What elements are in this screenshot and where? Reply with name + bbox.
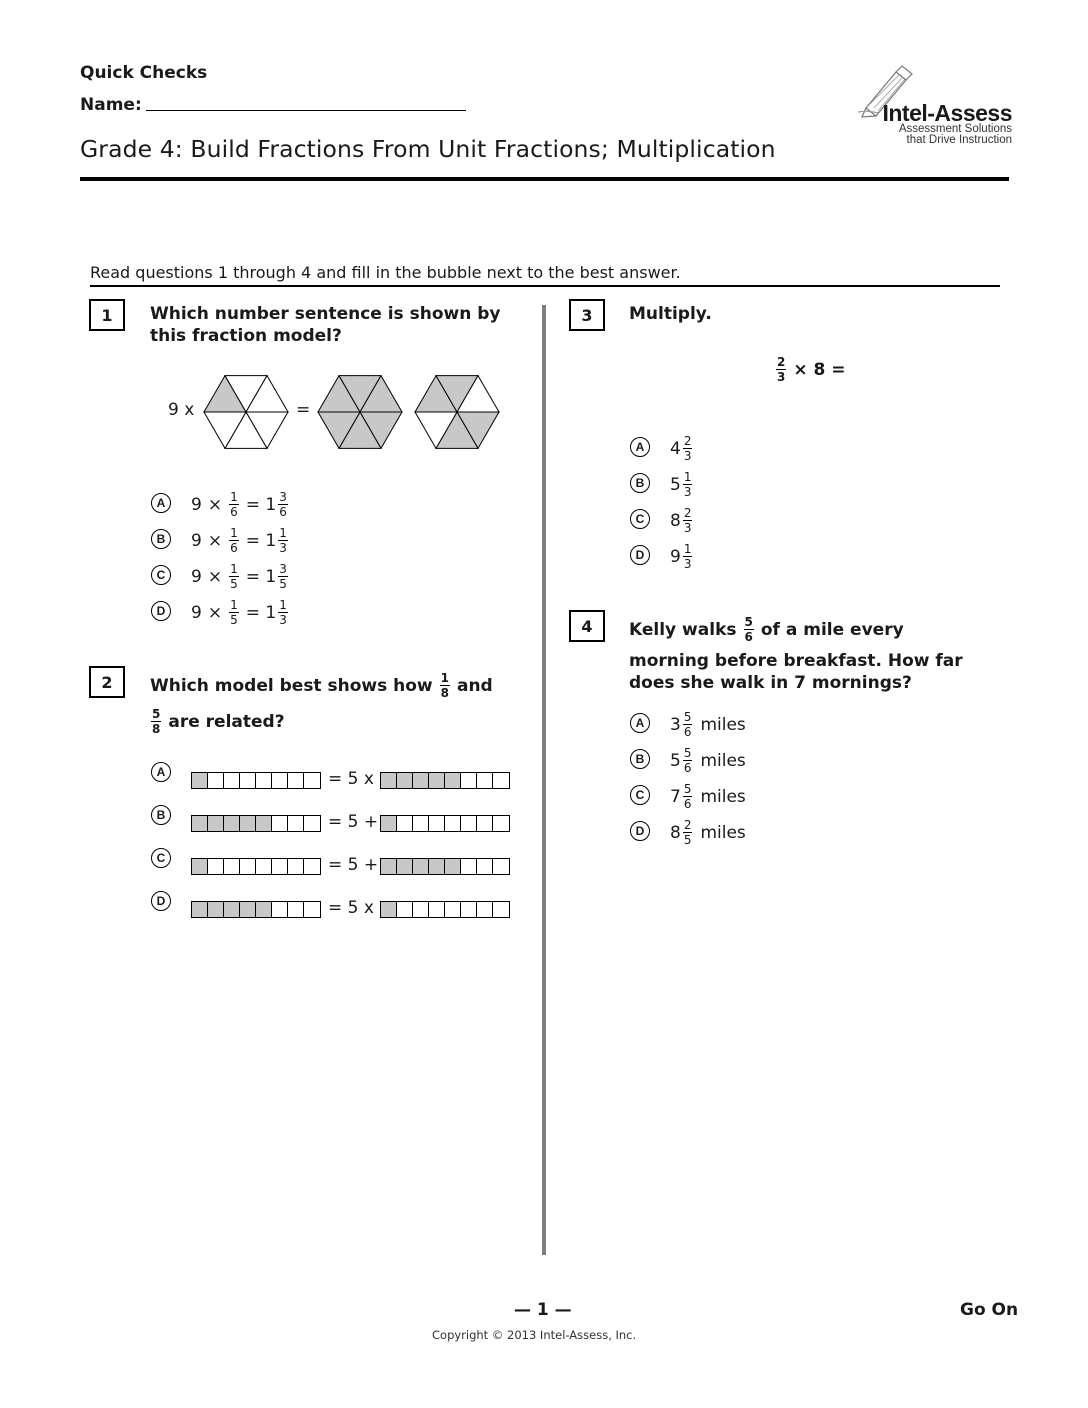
bar-cell <box>208 902 224 917</box>
fraction-denominator: 8 <box>152 722 161 736</box>
answer-bubble-d[interactable]: D <box>151 891 171 911</box>
bar-cell <box>461 773 477 788</box>
choice-c-expression <box>191 563 289 590</box>
choice-a-mixed-number <box>670 711 746 738</box>
question-4-text-pre: Kelly walks <box>629 619 737 640</box>
answer-bubble-b[interactable]: B <box>630 473 650 493</box>
answer-bubble-b[interactable]: B <box>630 749 650 769</box>
fraction-bar-left <box>191 772 321 789</box>
bar-cell <box>397 902 413 917</box>
answer-bubble-d[interactable]: D <box>151 601 171 621</box>
fraction-numerator: 2 <box>683 434 692 448</box>
question-number-1: 1 <box>89 299 125 331</box>
bar-cell <box>224 816 240 831</box>
whole-number: 7 <box>670 786 681 807</box>
bar-cell <box>208 816 224 831</box>
fraction-denominator: 3 <box>683 485 692 499</box>
fraction-numerator: 5 <box>152 707 161 721</box>
fraction-denominator: 8 <box>440 686 449 700</box>
fraction-denominator: 6 <box>683 761 692 775</box>
bar-cell <box>240 773 256 788</box>
bar-cell <box>429 816 445 831</box>
fraction <box>278 491 288 518</box>
equals-mixed-whole: = 1 <box>245 566 277 587</box>
question-1-text-line-2: this fraction model? <box>150 326 342 346</box>
fraction-denominator: 3 <box>683 521 692 535</box>
bar-cell <box>429 902 445 917</box>
series-label: Quick Checks <box>80 63 208 83</box>
answer-bubble-a[interactable]: A <box>630 437 650 457</box>
question-number-3: 3 <box>569 299 605 331</box>
choice-b-mixed-number <box>670 471 693 498</box>
choice-c-mixed-number <box>670 507 693 534</box>
fraction-denominator: 5 <box>683 833 692 847</box>
bar-cell <box>429 859 445 874</box>
fraction <box>683 471 693 498</box>
instructions-rule <box>90 285 1000 287</box>
bar-cell <box>493 816 509 831</box>
question-1-text-line-1: Which number sentence is shown by <box>150 304 501 324</box>
bar-cell <box>445 859 461 874</box>
question-2-text-post: are related? <box>168 711 285 732</box>
fraction <box>278 527 288 554</box>
fraction-numerator: 2 <box>683 818 692 832</box>
fraction <box>683 435 693 462</box>
fraction-denominator: 5 <box>279 577 287 591</box>
logo-tagline-1: Assessment Solutions <box>898 123 1012 135</box>
fraction <box>683 543 693 570</box>
choice-a-mixed-number <box>670 435 693 462</box>
name-label: Name: <box>80 95 142 115</box>
question-4-text-post: of a mile every <box>760 619 904 640</box>
fraction-denominator: 3 <box>683 449 692 463</box>
fraction-denominator: 6 <box>744 630 753 644</box>
bar-cell <box>477 816 493 831</box>
logo-tagline-2: that Drive Instruction <box>906 134 1012 146</box>
bar-cell <box>256 902 272 917</box>
question-3-fraction <box>776 356 786 383</box>
bar-cell <box>413 773 429 788</box>
answer-bubble-a[interactable]: A <box>630 713 650 733</box>
choice-d-mixed-number <box>670 543 693 570</box>
fraction-bar-right <box>380 858 510 875</box>
bar-cell <box>256 816 272 831</box>
fraction-numerator: 3 <box>279 490 287 504</box>
bar-operator: = 5 x <box>328 898 374 918</box>
fraction-numerator: 1 <box>683 470 692 484</box>
fraction-numerator: 1 <box>230 526 238 540</box>
bar-operator: = 5 x <box>328 769 374 789</box>
equals-mixed-whole: = 1 <box>245 530 277 551</box>
whole-number: 9 <box>191 530 202 551</box>
fraction-bar-left <box>191 858 321 875</box>
unit-label: miles <box>700 750 746 771</box>
question-4-text-line-1 <box>629 616 904 643</box>
bar-cell <box>272 902 288 917</box>
bar-cell <box>445 773 461 788</box>
choice-b-expression <box>191 527 289 554</box>
fraction-numerator: 2 <box>683 506 692 520</box>
fraction <box>229 599 239 626</box>
question-2-fraction-1 <box>440 672 450 699</box>
bar-cell <box>493 902 509 917</box>
bar-cell <box>272 859 288 874</box>
bar-cell <box>381 773 397 788</box>
fraction-denominator: 3 <box>279 613 287 627</box>
whole-number: 9 <box>191 494 202 515</box>
bar-cell <box>477 773 493 788</box>
fraction-numerator: 2 <box>777 355 786 369</box>
whole-number: 9 <box>670 546 681 567</box>
bar-cell <box>493 773 509 788</box>
bar-cell <box>304 816 320 831</box>
bar-cell <box>192 859 208 874</box>
fraction <box>683 507 693 534</box>
fraction-numerator: 1 <box>683 542 692 556</box>
question-4-fraction <box>744 616 754 643</box>
unit-label: miles <box>700 786 746 807</box>
fraction-numerator: 1 <box>279 598 287 612</box>
fraction <box>229 563 239 590</box>
bar-cell <box>256 773 272 788</box>
bar-cell <box>445 902 461 917</box>
column-divider <box>542 305 546 1255</box>
logo-brand: Intel-Assess <box>882 100 1012 126</box>
fraction-numerator: 1 <box>279 526 287 540</box>
unit-label: miles <box>700 822 746 843</box>
choice-a-expression <box>191 491 289 518</box>
bar-cell <box>288 773 304 788</box>
bar-cell <box>288 902 304 917</box>
bar-cell <box>240 902 256 917</box>
fraction-denominator: 6 <box>279 505 287 519</box>
question-4-text-line-2: morning before breakfast. How far <box>629 651 963 671</box>
fraction-denominator: 6 <box>230 505 238 519</box>
choice-d-mixed-number <box>670 819 746 846</box>
bar-cell <box>192 816 208 831</box>
whole-number: 8 <box>670 822 681 843</box>
whole-number: 9 <box>191 566 202 587</box>
whole-number: 5 <box>670 474 681 495</box>
bar-cell <box>208 859 224 874</box>
fraction <box>683 783 693 810</box>
bar-cell <box>224 773 240 788</box>
answer-bubble-a[interactable]: A <box>151 493 171 513</box>
bar-cell <box>256 859 272 874</box>
page-title: Grade 4: Build Fractions From Unit Fractions; Multiplication <box>80 135 776 163</box>
question-2-text-line-2 <box>150 708 285 735</box>
bar-cell <box>381 859 397 874</box>
fraction-numerator: 1 <box>440 671 449 685</box>
bar-cell <box>240 816 256 831</box>
question-2-text-and: and <box>456 675 493 696</box>
fraction <box>278 563 288 590</box>
bar-cell <box>304 773 320 788</box>
fraction <box>278 599 288 626</box>
bar-cell <box>493 859 509 874</box>
bar-cell <box>224 859 240 874</box>
hexagon-partial <box>415 376 499 449</box>
bar-cell <box>288 816 304 831</box>
question-number-4: 4 <box>569 610 605 642</box>
fraction-numerator: 5 <box>744 615 753 629</box>
bar-cell <box>429 773 445 788</box>
answer-bubble-c[interactable]: C <box>151 848 171 868</box>
logo <box>852 64 1012 154</box>
name-line[interactable] <box>146 110 466 111</box>
choice-b-mixed-number <box>670 747 746 774</box>
fraction-bar-right <box>380 772 510 789</box>
whole-number: 9 <box>191 602 202 623</box>
fraction-denominator: 5 <box>230 613 238 627</box>
bar-cell <box>272 816 288 831</box>
fraction <box>229 527 239 554</box>
bar-cell <box>240 859 256 874</box>
fraction-bar-left <box>191 815 321 832</box>
go-on-label: Go On <box>960 1300 1019 1320</box>
bar-cell <box>477 902 493 917</box>
hexagon-one-sixth <box>204 376 288 449</box>
bar-cell <box>413 902 429 917</box>
bar-cell <box>304 902 320 917</box>
bar-cell <box>397 816 413 831</box>
bar-cell <box>397 859 413 874</box>
copyright: Copyright © 2013 Intel-Assess, Inc. <box>432 1328 637 1342</box>
bar-cell <box>445 816 461 831</box>
bar-cell <box>288 859 304 874</box>
bar-cell <box>413 816 429 831</box>
fraction-numerator: 3 <box>279 562 287 576</box>
fraction-numerator: 1 <box>230 490 238 504</box>
bar-cell <box>304 859 320 874</box>
fraction <box>229 491 239 518</box>
fraction-denominator: 3 <box>683 557 692 571</box>
answer-bubble-a[interactable]: A <box>151 762 171 782</box>
fraction-numerator: 1 <box>230 598 238 612</box>
bar-cell <box>461 816 477 831</box>
bar-cell <box>208 773 224 788</box>
question-3-text: Multiply. <box>629 304 712 324</box>
answer-bubble-d[interactable]: D <box>630 545 650 565</box>
fraction-denominator: 6 <box>683 725 692 739</box>
equals-mixed-whole: = 1 <box>245 494 277 515</box>
fraction-numerator: 1 <box>230 562 238 576</box>
fraction-denominator: 6 <box>683 797 692 811</box>
fraction <box>683 711 693 738</box>
fraction-numerator: 5 <box>683 746 692 760</box>
bar-cell <box>381 816 397 831</box>
whole-number: 4 <box>670 438 681 459</box>
instructions: Read questions 1 through 4 and fill in the bubble next to the best answer. <box>90 263 681 282</box>
question-number-2: 2 <box>89 666 125 698</box>
choice-c-mixed-number <box>670 783 746 810</box>
equals-mixed-whole: = 1 <box>245 602 277 623</box>
bar-cell <box>397 773 413 788</box>
times-sign: × <box>207 530 223 551</box>
question-4-text-line-3: does she walk in 7 mornings? <box>629 673 912 693</box>
whole-number: 3 <box>670 714 681 735</box>
bar-operator: = 5 + <box>328 812 379 832</box>
bar-cell <box>461 902 477 917</box>
bar-cell <box>477 859 493 874</box>
answer-bubble-b[interactable]: B <box>151 529 171 549</box>
fraction-bar-right <box>380 901 510 918</box>
answer-bubble-c[interactable]: C <box>630 509 650 529</box>
page-number: — 1 — <box>514 1300 572 1320</box>
header-rule <box>80 177 1009 181</box>
fraction <box>683 819 693 846</box>
bar-operator: = 5 + <box>328 855 379 875</box>
fraction-denominator: 3 <box>777 370 786 384</box>
question-2-fraction-2 <box>151 708 161 735</box>
hexagon-full <box>318 376 402 449</box>
question-3-expression-rest: × 8 = <box>793 359 846 380</box>
whole-number: 5 <box>670 750 681 771</box>
fraction-denominator: 5 <box>230 577 238 591</box>
model-equals: = <box>296 400 311 420</box>
fraction-bar-right <box>380 815 510 832</box>
choice-d-expression <box>191 599 289 626</box>
bar-cell <box>192 902 208 917</box>
bar-cell <box>413 859 429 874</box>
question-2-text-line-1 <box>150 672 493 699</box>
unit-label: miles <box>700 714 746 735</box>
whole-number: 8 <box>670 510 681 531</box>
answer-bubble-c[interactable]: C <box>630 785 650 805</box>
bar-cell <box>272 773 288 788</box>
bar-cell <box>224 902 240 917</box>
fraction-numerator: 5 <box>683 710 692 724</box>
answer-bubble-c[interactable]: C <box>151 565 171 585</box>
question-2-text-pre: Which model best shows how <box>150 675 433 696</box>
fraction-denominator: 3 <box>279 541 287 555</box>
fraction-denominator: 6 <box>230 541 238 555</box>
answer-bubble-b[interactable]: B <box>151 805 171 825</box>
bar-cell <box>192 773 208 788</box>
bar-cell <box>461 859 477 874</box>
times-sign: × <box>207 566 223 587</box>
times-sign: × <box>207 602 223 623</box>
answer-bubble-d[interactable]: D <box>630 821 650 841</box>
times-sign: × <box>207 494 223 515</box>
bar-cell <box>381 902 397 917</box>
model-multiplier-label: 9 x <box>168 400 195 420</box>
question-3-expression <box>775 356 846 383</box>
fraction <box>683 747 693 774</box>
hexagon-fraction-model <box>200 370 510 454</box>
fraction-bar-left <box>191 901 321 918</box>
fraction-numerator: 5 <box>683 782 692 796</box>
